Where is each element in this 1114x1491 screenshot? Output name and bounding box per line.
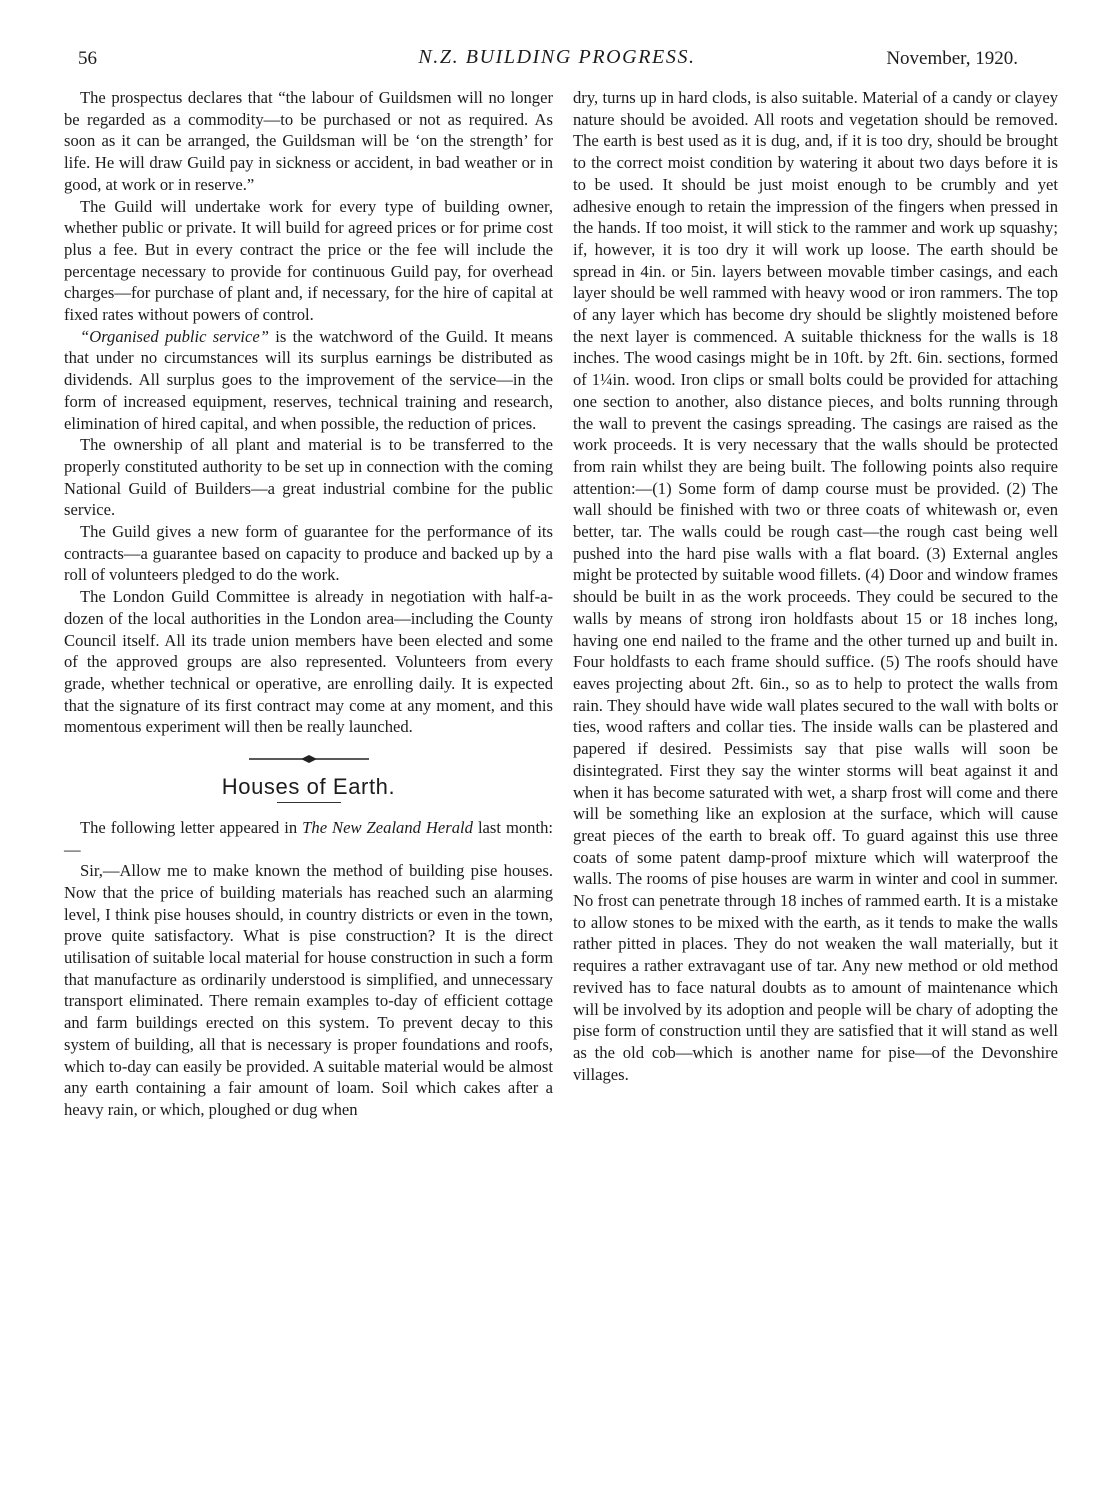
section-title: Houses of Earth. (221, 774, 396, 800)
paragraph: The prospectus declares that “the labour of Guildsmen will no longer be regarded as a commodity—to be purchased or not as required. As soon as it can be arranged, the Guildsman will be ‘on the strength’ for life. He will draw Guild pay in sickness or accident, in bad weather or in good, at work or in reserve.” (64, 88, 553, 194)
italic-phrase: “Organised public service” (80, 326, 269, 346)
journal-title: N.Z. BUILDING PROGRESS. (418, 46, 696, 68)
paragraph: The London Guild Committee is already in negotiation with half-a-dozen of the local authorities in the London area—including the County Council itself. All its trade union members have been elected and some of the approved groups are also represented. Volunteers from every grade, whether technical or operative, are enrolling daily. It is expected that the signature of its first contract may come at any moment, and this momentous experiment will then be really launched. (64, 587, 553, 737)
letter-continuation: dry, turns up in hard clods, is also suitable. Material of a candy or clayey nature should be avoided. All roots and vegetation should be removed. The earth is best used as it is dug, and, if it is too dry, should be brought to the correct moist condition by watering it about two days before it is to be used. It should be just moist enough to be crumbly and yet adhesive enough to retain the impression of the fingers when pressed in the hands. If too moist, it will stick to the rammer and work up squashy; if, however, it is too dry it will work up loose. The earth should be spread in 4in. or 5in. layers between movable timber casings, and each layer should be well rammed with heavy wood or iron rammers. The top of any layer which has become dry should be slightly moistened before the next layer is commenced. A suitable thickness for the walls is 18 inches. The wood casings might be in 10ft. by 2ft. 6in. sections, formed of 1¼in. wood. Iron clips or small bolts could be provided for attaching one section to another, also distance pieces, and bolts running through the wall to prevent the casings spreading. The casings are raised as the work proceeds. It is very necessary that the walls should be protected from rain whilst they are being built. The following points also require attention:—(1) Some form of damp course must be provided. (2) The wall should be finished with two or three coats of whitewash or, even better, tar. The walls could be rough cast—the rough cast being well pushed into the hard pise walls with a flat board. (3) External angles might be protected by suitable wood fillets. (4) Door and window frames should be built in as the work proceeds. They could be secured to the walls by means of strong iron holdfasts about 15 or 18 inches long, having one end nailed to the frame and the other turned up and built in. Four holdfasts to each frame should suffice. (5) The roofs should have eaves projecting about 2ft. 6in., so as to help to protect the walls from rain. They should have wide wall plates secured to the wall with bolts or ties, wood rafters and collar ties. The inside walls can be plastered and papered if desired. Pessimists say that pise walls will soon be disintegrated. First they say the winter storms will beat against it and when it has become saturated with wet, a sharp frost will come and there will be something like an explosion at the surface, which will cause great pieces of the earth to break off. To guard against this use three coats of some patent damp-proof mixture which will waterproof the walls. The rooms of pise houses are warm in winter and cool in summer. No frost can penetrate through 18 inches of rammed earth. It is a mistake to allow stones to be mixed with the earth, as it tends to make the walls rather pitted in places. They do not weaken the wall materially, but it requires a rather extravagant use of tar. Any new method or old method revived has to face natural doubts as to amount of maintenance which will be involved by its adoption and people will be chary of adopting the pise form of construction until they are satisfied that it will stand as well as the old cob—which is another name for pise—of the Devonshire villages. (573, 88, 1058, 1084)
letter-paragraph: Sir,—Allow me to make known the method of building pise houses. Now that the price of building materials has reached such an alarming level, I think pise houses should, in country districts or even in the town, prove quite satisfactory. What is pise construction? It is the direct utilisation of suitable local material for house construction in such a form that manufacture as ordinarily understood is simplified, and unnecessary transport eliminated. There remain examples to-day of efficient cottage and farm buildings erected on this system. To prevent decay to this system of building, all that is necessary is proper foundations and roofs, which to-day can easily be provided. A suitable material would be almost any earth containing a fair amount of loam. Soil which cakes after a heavy rain, or which, ploughed or dug when (64, 861, 553, 1119)
page-number: 56 (78, 48, 97, 69)
left-column (64, 87, 553, 1121)
section-divider-ornament (249, 754, 369, 764)
paragraph: “Organised public service” is the watchword of the Guild. It means that under no circumstances will its surplus earnings be distributed as dividends. All surplus goes to the improvement of the service—in the form of increased equipment, reserves, technical training and research, elimination of hired capital, and when possible, the reduction of prices. (64, 326, 553, 433)
title-rule (277, 802, 341, 803)
paragraph: The ownership of all plant and material is to be transferred to the properly constituted authority to be set up in connection with the coming National Guild of Builders—a great industrial combine for the public service. (64, 435, 553, 520)
issue-date: November, 1920. (886, 48, 1018, 69)
paragraph: The Guild gives a new form of guarantee for the performance of its contracts—a guarantee based on capacity to produce and backed up by a roll of volunteers pledged to do the work. (64, 522, 553, 585)
newspaper-name: The New Zealand Herald (302, 817, 473, 837)
intro-paragraph: The following letter appeared in The New Zealand Herald last month:— (64, 817, 553, 859)
right-column (573, 87, 1058, 1085)
page-header (0, 44, 1114, 74)
paragraph: The Guild will undertake work for every type of building owner, whether public or private. It will build for agreed prices or for prime cost plus a fee. But in every contract the price or the fee will include the percentage necessary to provide for continuous Guild pay, for overhead charges—for purchase of plant and, if necessary, for the hire of capital at fixed rates without powers of control. (64, 196, 553, 325)
